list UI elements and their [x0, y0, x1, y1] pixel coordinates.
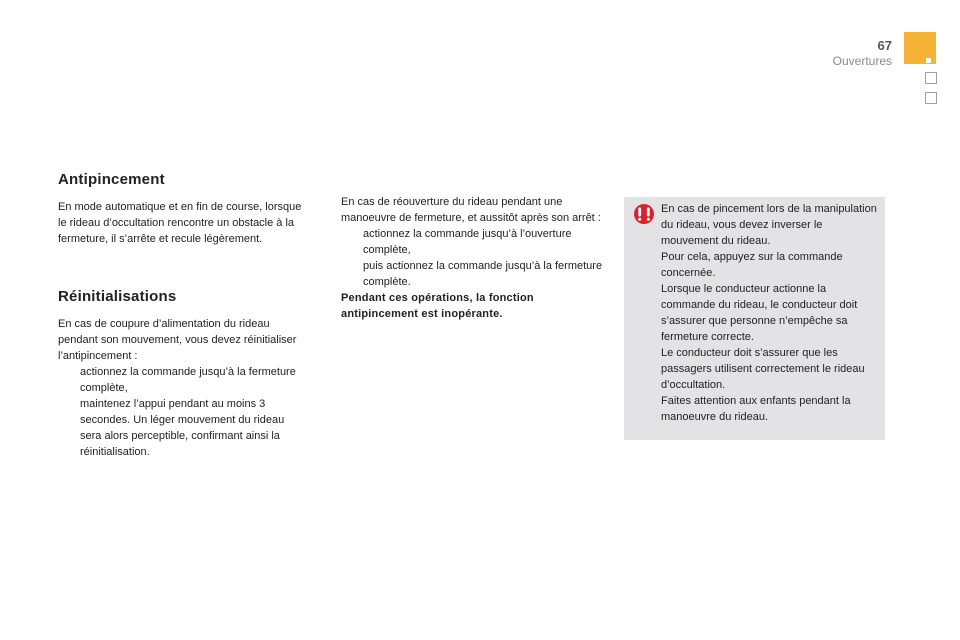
warning-box [624, 197, 885, 440]
list-item: actionnez la commande jusqu’à l’ouverture complète, [363, 228, 572, 256]
warning-paragraph: Le conducteur doit s’assurer que les passagers utilisent correctement le rideau d’occultation. [661, 347, 865, 391]
antipincement-heading: Antipincement [58, 171, 165, 188]
list-item: maintenez l’appui pendant au moins 3 secondes. Un léger mouvement du rideau sera alors perceptible, confirmant ainsi la réinitialisation. [80, 398, 285, 458]
warning-paragraph: Pour cela, appuyez sur la commande concernée. [661, 251, 843, 279]
section-title: Ouvertures [832, 54, 892, 68]
reinit-intro: En cas de coupure d’alimentation du rideau pendant son mouvement, vous devez réinitialiser l’antipincement : [58, 318, 297, 362]
reinit-heading: Réinitialisations [58, 288, 177, 305]
warning-icon [633, 203, 655, 225]
section-tab [904, 32, 936, 64]
antipincement-text: En mode automatique et en fin de course, lorsque le rideau d’occultation rencontre un obstacle à la fermeture, il s’arrête et recule légèrement. [58, 201, 302, 245]
warning-paragraph: Faites attention aux enfants pendant la manoeuvre du rideau. [661, 395, 851, 423]
reopen-steps [341, 226, 606, 290]
page-number: 67 [877, 38, 892, 53]
nav-square-1 [925, 72, 937, 84]
list-item: puis actionnez la commande jusqu’à la fermeture complète. [363, 260, 603, 288]
nav-square-2 [925, 92, 937, 104]
list-item: actionnez la commande jusqu’à la fermeture complète, [80, 366, 296, 394]
warning-paragraph: Lorsque le conducteur actionne la commande du rideau, le conducteur doit s’assurer que personne n’empêche sa fermeture correcte. [661, 283, 858, 343]
reopen-warning: Pendant ces opérations, la fonction antipincement est inopérante. [341, 292, 534, 320]
reopen-intro: En cas de réouverture du rideau pendant une manoeuvre de fermeture, et aussitôt après son arrêt : [341, 196, 601, 224]
middle-column [341, 194, 606, 322]
warning-paragraph: En cas de pincement lors de la manipulation du rideau, vous devez inverser le mouvement du rideau. [661, 203, 877, 247]
warning-text [661, 201, 879, 425]
tab-marker [926, 58, 931, 63]
left-column [58, 172, 308, 460]
reinit-steps [58, 364, 308, 460]
